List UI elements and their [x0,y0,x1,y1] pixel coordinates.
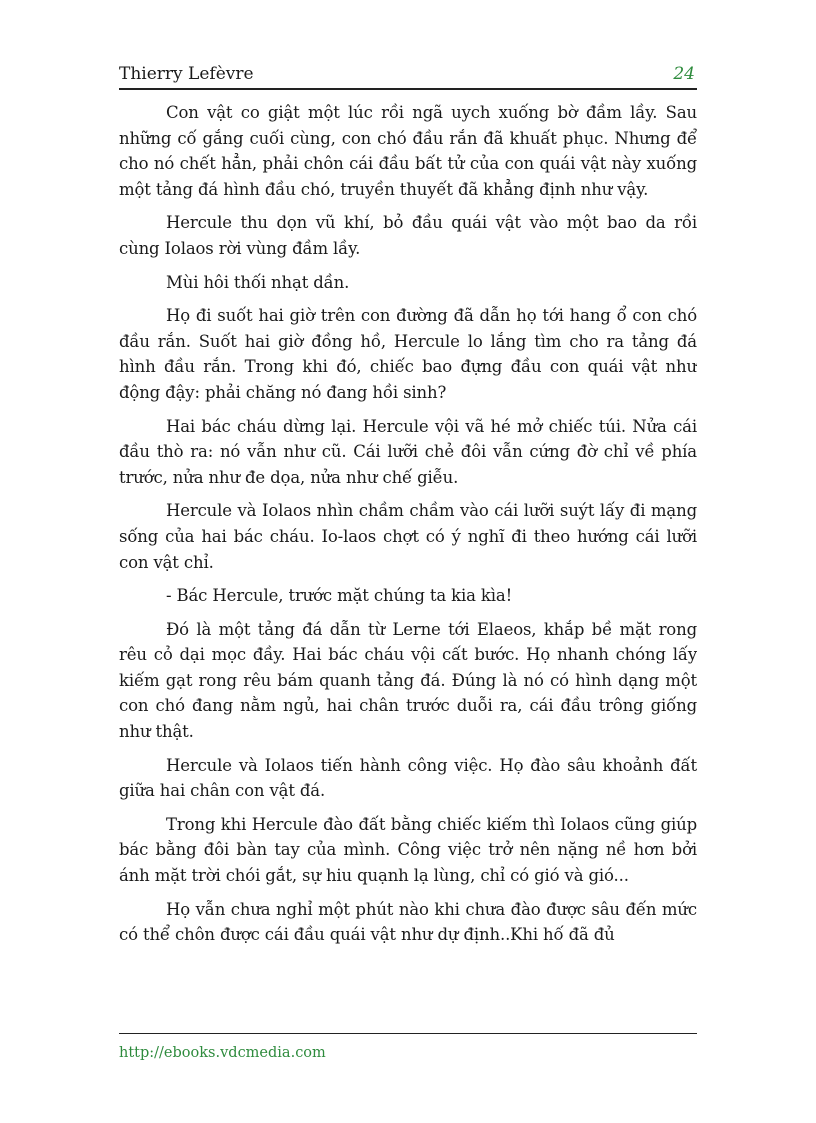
dialogue-paragraph: - Bác Hercule, trước mặt chúng ta kia kìa! [166,586,513,606]
header-author: Thierry Lefèvre [119,64,254,84]
footer-divider [119,1033,697,1034]
paragraph: Con vật co giật một lúc rồi ngã uych xuống bờ đầm lầy. Sau những cố gắng cuối cùng, con chó đầu rắn đã khuất phục. Nhưng để cho nó chết hẳn, phải chôn cái đầu bất tử của con quái vật này xuống một tảng đá hình đầu chó, truyền thuyết đã khẳng định như vậy. [119,103,697,199]
paragraph: Hai bác cháu dừng lại. Hercule vội vã hé mở chiếc túi. Nửa cái đầu thò ra: nó vẫn như cũ. Cái lưỡi chẻ đôi vẫn cứng đờ chỉ về phía trước, nửa như đe dọa, nửa như chế giễu. [119,416,697,487]
paragraph: Họ đi suốt hai giờ trên con đường đã dẫn họ tới hang ổ con chó đầu rắn. Suốt hai giờ đồng hồ, Hercule lo lắng tìm cho ra tảng đá hình đầu rắn. Trong khi đó, chiếc bao đựng đầu con quái vật như động đậy: phải chăng nó đang hồi sinh? [119,306,697,402]
paragraph: Mùi hôi thối nhạt dần. [166,272,350,292]
paragraph: Họ vẫn chưa nghỉ một phút nào khi chưa đào được sâu đến mức có thể chôn được cái đầu quái vật như dự định..Khi hố đã đủ [119,899,697,945]
page-header [119,62,697,90]
paragraph: Hercule và Iolaos tiến hành công việc. Họ đào sâu khoảnh đất giữa hai chân con vật đá. [119,755,697,801]
paragraph: Trong khi Hercule đào đất bằng chiếc kiếm thì Iolaos cũng giúp bác bằng đôi bàn tay của mình. Công việc trở nên nặng nề hơn bởi ánh mặt trời chói gắt, sự hiu quạnh lạ lùng, chỉ có gió và gió... [119,814,697,886]
paragraph: Hercule thu dọn vũ khí, bỏ đầu quái vật vào một bao da rồi cùng Iolaos rời vùng đầm lầy. [119,213,697,258]
page-number: 24 [673,64,695,84]
footer-link[interactable]: http://ebooks.vdcmedia.com [119,1045,326,1061]
paragraph: Hercule và Iolaos nhìn chầm chầm vào cái lưỡi suýt lấy đi mạng sống của hai bác cháu. Io-laos chợt có ý nghĩ đi theo hướng cái lưỡi con vật chỉ. [119,501,697,572]
body-text [119,100,697,1012]
paragraph: Đó là một tảng đá dẫn từ Lerne tới Elaeos, khắp bề mặt rong rêu cỏ dại mọc đầy. Hai bác cháu vội cất bước. Họ nhanh chóng lấy kiếm gạt rong rêu bám quanh tảng đá. Đúng là nó có hình dạng một con chó đang nằm ngủ, hai chân trước duỗi ra, cái đầu trông giống như thật. [119,619,697,742]
